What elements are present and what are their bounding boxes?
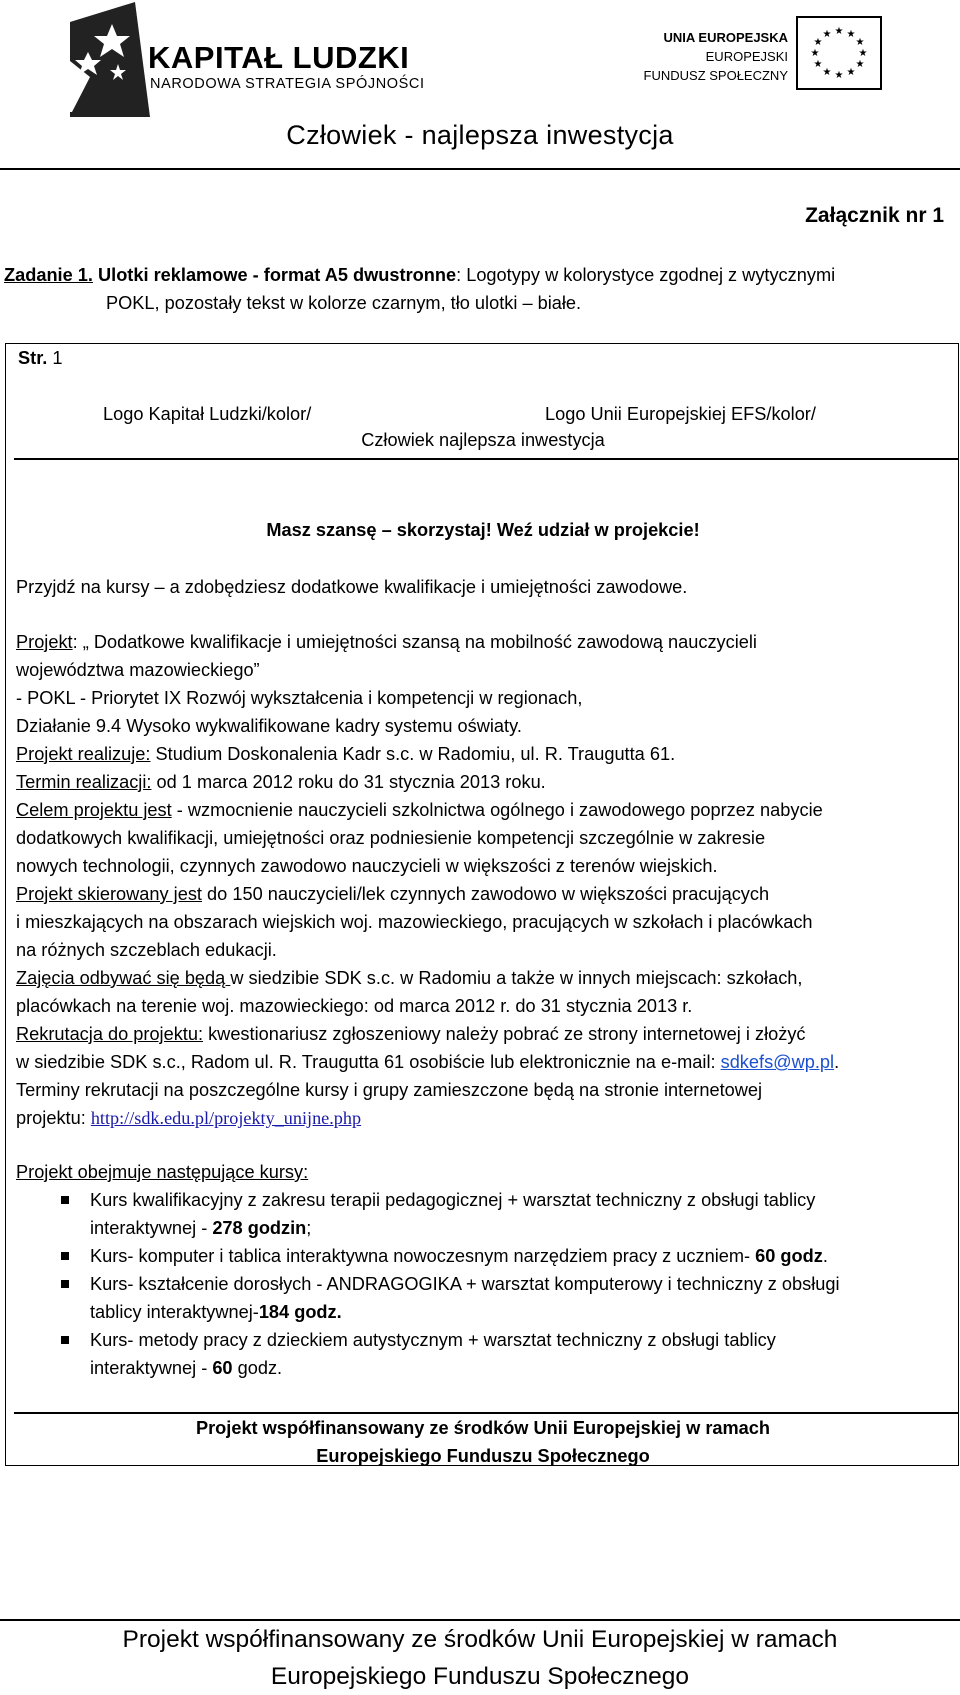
project-label: Projekt: [16, 632, 73, 652]
project-url-link[interactable]: http://sdk.edu.pl/projekty_unijne.php: [90, 1108, 362, 1128]
goal-text-3: nowych technologii, czynnych zawodowo nauczycieli w większości z terenów wiejskich.: [16, 856, 718, 876]
footer-line-2: Europejskiego Funduszu Społecznego: [270, 1663, 690, 1690]
classes-text-2: placówkach na terenie woj. mazowieckiego: od marca 2012 r. do 31 stycznia 2013 r.: [16, 996, 693, 1016]
course-3-line-2: [90, 1298, 342, 1326]
task-text-1: : Logotypy w kolorystyce zgodnej z wytycznymi: [456, 265, 836, 285]
terms-line-2: [16, 1104, 361, 1132]
svg-text:★: ★: [813, 37, 823, 48]
page-number: 1: [47, 348, 63, 368]
target-text-1: do 150 nauczycieli/lek czynnych zawodowo w większości pracujących: [202, 884, 770, 904]
course-4-end: godz.: [232, 1358, 283, 1378]
flyer-intro: Przyjdź na kursy – a zdobędziesz dodatkowe kwalifikacje i umiejętności zawodowe.: [16, 577, 688, 597]
goal-text-2: dodatkowych kwalifikacji, umiejętności oraz podniesienie kompetencji szczególnie w zakresie: [16, 828, 766, 848]
svg-text:★: ★: [846, 67, 856, 78]
bullet-icon: [61, 1280, 69, 1288]
page-label: [18, 344, 63, 372]
course-2-line: [90, 1242, 828, 1270]
target-text-3: na różnych szczeblach edukacji.: [16, 940, 277, 960]
bullet-icon: [61, 1196, 69, 1204]
measure: Działanie 9.4 Wysoko wykwalifikowane kadry systemu oświaty.: [16, 716, 522, 736]
course-1-line-2: [90, 1214, 311, 1242]
svg-text:★: ★: [822, 29, 832, 40]
eu-line-2: EUROPEJSKI: [705, 49, 788, 64]
footer-line-1: Projekt współfinansowany ze środków Unii Europejskiej w ramach: [122, 1626, 838, 1653]
flyer-frame: [5, 343, 959, 1466]
annex-title: Załącznik nr 1: [805, 204, 944, 227]
cofinancing-line-2: Europejskiego Funduszu Społecznego: [316, 1446, 650, 1466]
eu-efs-logo: [604, 16, 940, 96]
term-text: od 1 marca 2012 roku do 31 stycznia 2013 roku.: [151, 772, 546, 792]
flyer-headline: Masz szansę – skorzystaj! Weź udział w projekcie!: [266, 520, 700, 540]
terms-text-2: projektu:: [16, 1108, 91, 1128]
flyer-top-divider: [14, 458, 958, 460]
logo-subtitle: Człowiek najlepsza inwestycja: [361, 430, 605, 450]
header-slogan: Człowiek - najlepsza inwestycja: [286, 120, 674, 150]
course-3-text: tablicy interaktywnej-: [90, 1302, 259, 1322]
header-divider: [0, 168, 960, 170]
classes-text-1: w siedzibie SDK s.c. w Radomiu a także w innych miejscach: szkołach,: [230, 968, 803, 988]
classes-line-1: [16, 964, 802, 992]
eu-flag-icon: [796, 16, 882, 90]
recruit-label: Rekrutacja do projektu:: [16, 1024, 204, 1044]
project-line-1: [16, 628, 757, 656]
svg-text:★: ★: [846, 29, 856, 40]
task-title: Ulotki reklamowe - format A5 dwustronne: [92, 265, 457, 285]
realizer-label: Projekt realizuje:: [16, 744, 151, 764]
course-1-end: ;: [306, 1218, 312, 1238]
goal-text-1: - wzmocnienie nauczycieli szkolnictwa ogólnego i zawodowego poprzez nabycie: [171, 800, 823, 820]
course-1-text: interaktywnej -: [90, 1218, 213, 1238]
kapital-ludzki-emblem-icon: [60, 2, 150, 117]
courses-heading-text: Projekt obejmuje następujące kursy:: [16, 1162, 309, 1182]
pokl-priority: - POKL - Priorytet IX Rozwój wykształcenia i kompetencji w regionach,: [16, 688, 583, 708]
recruit-email-link[interactable]: sdkefs@wp.pl: [720, 1052, 835, 1072]
svg-text:★: ★: [822, 67, 832, 78]
page-footer: [0, 1621, 960, 1695]
svg-text:★: ★: [813, 59, 823, 70]
terms-text-1: Terminy rekrutacji na poszczególne kursy i grupy zamieszczone będą na stronie internetowej: [16, 1080, 763, 1100]
eu-logo-text: [604, 28, 788, 85]
goal-label: Celem projektu jest: [16, 800, 172, 820]
course-2-end: .: [822, 1246, 828, 1266]
project-text-1: : „ Dodatkowe kwalifikacje i umiejętności szansą na mobilność zawodową nauczycieli: [72, 632, 757, 652]
classes-label: Zajęcia odbywać się będą: [16, 968, 231, 988]
term-label: Termin realizacji:: [16, 772, 152, 792]
task-line-1: [4, 261, 954, 289]
target-line-1: [16, 880, 769, 908]
course-4-line-2: [90, 1354, 282, 1382]
svg-text:★: ★: [858, 48, 868, 59]
logo-right-placeholder: Logo Unii Europejskiej EFS/kolor/: [545, 404, 816, 424]
term-line: [16, 768, 546, 796]
svg-text:★: ★: [855, 59, 865, 70]
realizer-line: [16, 740, 675, 768]
realizer-text: Studium Doskonalenia Kadr s.c. w Radomiu, ul. R. Traugutta 61.: [150, 744, 676, 764]
svg-text:★: ★: [834, 70, 844, 81]
course-2-hours: 60 godz: [755, 1246, 823, 1266]
course-4-hours: 60: [212, 1358, 233, 1378]
recruit-text-2: w siedzibie SDK s.c., Radom ul. R. Traugutta 61 osobiście lub elektronicznie na e-mail:: [16, 1052, 721, 1072]
recruit-dot: .: [834, 1052, 840, 1072]
svg-text:★: ★: [810, 48, 820, 59]
recruit-text-1: kwestionariusz zgłoszeniowy należy pobrać ze strony internetowej i złożyć: [203, 1024, 806, 1044]
kapital-ludzki-logo: [60, 2, 425, 117]
eu-line-3: FUNDUSZ SPOŁECZNY: [643, 68, 788, 83]
task-label: Zadanie 1.: [4, 265, 93, 285]
kapital-ludzki-subtitle: NARODOWA STRATEGIA SPÓJNOŚCI: [150, 76, 425, 92]
kapital-ludzki-title: KAPITAŁ LUDZKI: [148, 40, 410, 75]
bullet-icon: [61, 1252, 69, 1260]
course-2-text: Kurs- komputer i tablica interaktywna nowoczesnym narzędziem pracy z uczniem-: [90, 1246, 756, 1266]
goal-line-1: [16, 796, 823, 824]
bullet-icon: [61, 1336, 69, 1344]
course-1-line-1: Kurs kwalifikacyjny z zakresu terapii pedagogicznej + warsztat techniczny z obsługi tablicy: [90, 1190, 816, 1210]
cofinancing-line-1: Projekt współfinansowany ze środków Unii Europejskiej w ramach: [195, 1418, 771, 1438]
target-label: Projekt skierowany jest: [16, 884, 202, 904]
svg-text:★: ★: [855, 37, 865, 48]
target-text-2: i mieszkających na obszarach wiejskich woj. mazowieckiego, pracujących w szkołach i placówkach: [16, 912, 813, 932]
task-text-2: POKL, pozostały tekst w kolorze czarnym, tło ulotki – białe.: [106, 293, 582, 313]
recruit-line-1: [16, 1020, 806, 1048]
eu-line-1: UNIA EUROPEJSKA: [663, 30, 788, 45]
recruit-line-2: [16, 1048, 839, 1076]
project-text-2: województwa mazowieckiego”: [16, 660, 260, 680]
course-1-hours: 278 godzin: [212, 1218, 307, 1238]
course-3-hours: 184 godz.: [258, 1302, 342, 1322]
svg-text:★: ★: [834, 26, 844, 37]
course-4-text: interaktywnej -: [90, 1358, 213, 1378]
course-4-line-1: Kurs- metody pracy z dzieckiem autystycznym + warsztat techniczny z obsługi tablicy: [90, 1330, 776, 1350]
courses-heading: [16, 1158, 308, 1186]
logo-left-placeholder: Logo Kapitał Ludzki/kolor/: [103, 404, 312, 424]
task-description: [4, 261, 954, 317]
course-3-line-1: Kurs- kształcenie dorosłych - ANDRAGOGIKA + warsztat komputerowy i techniczny z obsługi: [90, 1274, 840, 1294]
page-label-text: Str.: [18, 348, 48, 368]
